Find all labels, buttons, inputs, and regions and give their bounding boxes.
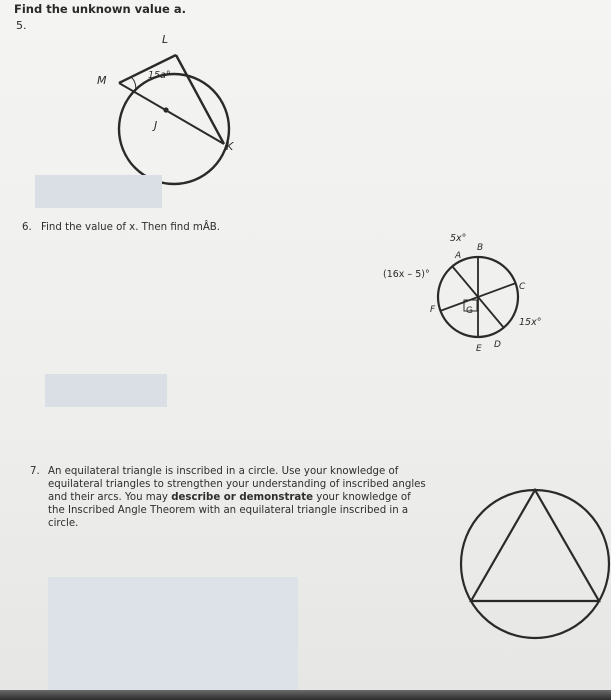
problem-7-number: 7. (30, 466, 40, 477)
label-l: L (162, 33, 169, 46)
problem-7-prompt-part-3: your knowledge of the Inscribed Angle Theorem with an equilateral triangle inscribed in a circle. (48, 492, 411, 529)
problem-6-prompt: Find the value of x. Then find mÂB. (40, 222, 221, 233)
worksheet-heading: Find the unknown value a. (14, 2, 186, 16)
circumscribed-circle (461, 490, 609, 638)
label-f: F (430, 305, 436, 315)
problem-7-prompt-part-1: An equilateral triangle is inscribed in a circle. Use your knowledge of equilateral triangles to strengthen your understanding of inscribed angles and their arcs. You may (48, 466, 426, 503)
label-c: C (519, 282, 526, 292)
label-k: K (226, 140, 234, 153)
label-angle-15a: 15a° (148, 70, 171, 81)
label-b: B (477, 243, 484, 253)
label-a: A (455, 251, 462, 261)
label-d: D (494, 340, 501, 350)
label-m: M (97, 74, 107, 87)
bottom-edge (0, 690, 611, 700)
label-arc-5x: 5x° (450, 233, 467, 244)
label-g: G (466, 306, 473, 316)
problem-7-answer-box[interactable] (48, 577, 298, 690)
label-j: J (154, 119, 158, 132)
problem-7-prompt-part-2: describe or demonstrate (171, 492, 314, 503)
label-arc-15x: 15x° (519, 317, 542, 328)
problem-6-number: 6. (22, 222, 32, 233)
label-e: E (476, 344, 482, 354)
problem-5-number: 5. (16, 19, 27, 32)
equilateral-triangle (471, 490, 599, 601)
label-arc-16x-5: (16x – 5)° (383, 269, 430, 280)
